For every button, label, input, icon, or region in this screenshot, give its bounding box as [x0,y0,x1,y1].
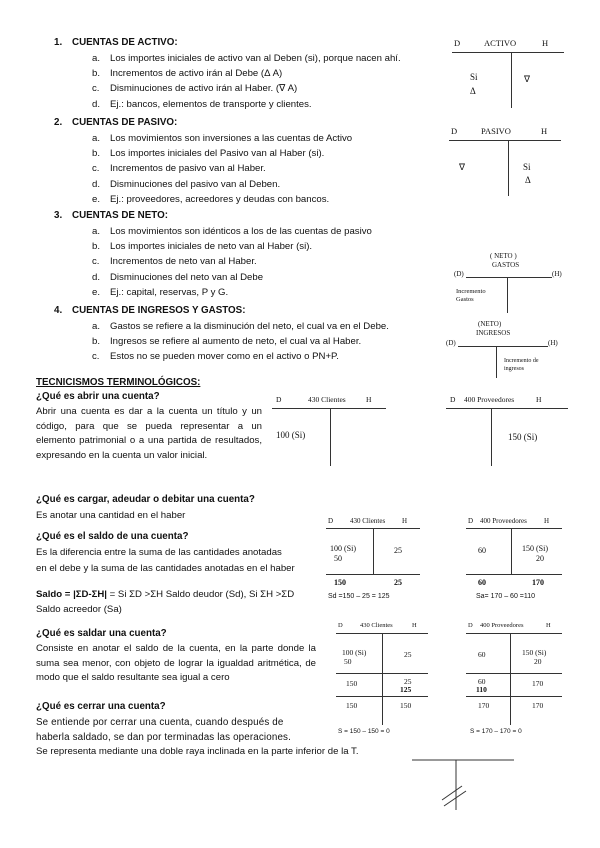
haber-label: H [536,395,542,404]
account-title: 400 Proveedores [464,395,515,404]
saldo-calc: S = 170 – 170 = 0 [470,728,522,735]
activo-t-account [452,38,564,114]
section-number: 1. [54,37,63,48]
saldo-clientes-t-account [326,514,436,610]
si-label: Si [470,72,478,82]
debe-label: D [450,395,456,404]
saldar-proveedores-t-account [466,622,576,740]
saldar-question: ¿Qué es saldar una cuenta? [36,628,167,639]
list-item: Incrementos de pasivo van al Haber. [110,163,266,175]
list-item: Ej.: bancos, elementos de transporte y clientes. [110,98,312,110]
saldo-formula-rest: = Si ΣD >ΣH Saldo deudor (Sd), Si ΣH >ΣD [107,589,295,600]
incremento-label: Incremento de [504,358,539,364]
abrir-proveedores-t-account [446,392,576,468]
list-item-letter: c. [92,256,100,268]
list-item: Los importes iniciales de neto van al Haber (si). [110,241,313,253]
credit-entry: 25 [394,546,402,555]
saldar-answer: Consiste en anotar el saldo de la cuenta, en la parte donde la suma sea menor, con objeto de lograr la igualdad aritmética, de modo que el saldo resultante sea igual a cero [36,643,316,684]
debe-label: D [276,395,282,404]
debit-entry: 100 (Si) [330,544,356,553]
haber-label: H [546,622,551,629]
abrir-question: ¿Qué es abrir una cuenta? [36,391,160,402]
account-title: PASIVO [481,126,511,136]
credit-entry: 20 [534,657,542,666]
saldo-calc: Sa= 170 – 60 =110 [476,593,536,600]
list-item-letter: e. [92,193,101,205]
credit-entry: 150 (Si) [522,544,548,553]
list-item-letter: c. [92,351,100,363]
haber-label: H [542,38,549,48]
list-item: Incrementos de activo irán al Debe (Δ A) [110,68,283,80]
list-item: Los importes iniciales de activo van al Deben (si), porque nacen ahí. [110,53,401,64]
haber-label: (H) [548,339,558,347]
debit-sum: 150 [334,578,346,587]
list-item: Los movimientos son idénticos a los de las cuentas de pasivo [110,226,372,237]
list-item-letter: b. [92,68,101,80]
neto-title: ( NETO ) [490,252,517,260]
list-item: Estos no se pueden mover como en el activo o PN+P. [110,351,339,363]
credit-total: 150 [400,701,412,710]
account-title: 430 Clientes [360,622,393,629]
debit-entry: 60 [478,546,486,555]
section-title: CUENTAS DE PASIVO: [72,117,178,128]
initial-balance: 150 (Si) [508,432,538,442]
section-title: CUENTAS DE NETO: [72,210,168,221]
tecnicismos-heading: TECNICISMOS TERMINOLÓGICOS: [36,377,201,388]
abrir-answer: Abrir una cuenta es dar a la cuenta un título y un código, para que se pueda representar a un elemento patrimonial o a una partida de resultados, expresando en la cuenta un valor inicial. [36,406,262,461]
debit-total: 150 [346,701,358,710]
credit-total: 170 [532,701,544,710]
increment-symbol: Δ [470,86,476,96]
section-number: 2. [54,117,63,128]
list-item: Ingresos se refiere al aumento de neto, el cual va al Haber. [110,336,362,348]
haber-label: (H) [552,270,562,278]
debit-entry: 50 [334,554,342,563]
haber-label: H [412,622,417,629]
credit-sum: 25 [404,677,412,686]
account-title: 400 Proveedores [480,517,527,525]
saldo-entry: 125 [400,685,412,694]
cerrar-answer-line2: haberla saldado, se dan por terminadas las operaciones. [36,732,291,743]
account-title: 400 Proveedores [480,622,524,629]
list-item: Ej.: proveedores, acreedores y deudas con bancos. [110,193,330,205]
saldar-clientes-t-account [336,622,446,740]
credit-entry: 25 [404,650,412,659]
si-label: Si [523,162,531,172]
gastos-title: GASTOS [492,261,520,269]
saldo-calc: Sd =150 – 25 = 125 [328,593,390,600]
debit-sum: 60 [478,677,486,686]
neto-gastos-t-account [454,252,566,316]
debe-label: D [451,126,458,136]
ingresos-title: INGRESOS [476,329,511,337]
gastos-label: Gastos [456,296,474,303]
haber-label: H [544,517,550,525]
list-item-letter: c. [92,163,100,175]
account-title: 430 Clientes [350,517,386,525]
pasivo-t-account [449,126,561,202]
cargar-answer: Es anotar una cantidad en el haber [36,510,186,521]
list-item-letter: d. [92,271,101,283]
credit-sum: 170 [532,578,544,587]
cerrar-answer-line3: Se representa mediante una doble raya inclinada en la parte inferior de la T. [36,746,359,757]
list-item-letter: a. [92,321,101,332]
saldo-question: ¿Qué es el saldo de una cuenta? [36,531,189,542]
debit-total: 170 [478,701,490,710]
list-item: Disminuciones del pasivo van al Deben. [110,178,281,190]
saldo-formula-label: Saldo = [36,589,74,600]
saldo-answer-line1: Es la diferencia entre la suma de las cantidades anotadas [36,547,282,558]
credit-sum: 25 [394,578,402,587]
saldo-entry: 110 [476,685,487,694]
list-item-letter: b. [92,241,101,253]
list-item-letter: b. [92,336,101,348]
closed-t-account-icon [400,756,520,812]
cerrar-question: ¿Qué es cerrar una cuenta? [36,701,166,712]
credit-entry: 20 [536,554,544,563]
cerrar-answer-line1: Se entiende por cerrar una cuenta, cuando después de [36,717,284,728]
debit-entry: 100 (Si) [342,648,367,657]
list-item: Disminuciones de activo irán al Haber. (∇ A) [110,83,298,95]
neto-title: (NETO) [478,320,502,328]
saldo-answer-line2: en el debe y la suma de las cantidades anotadas en el haber [36,563,295,574]
ingresos-label: ingresos [504,366,524,372]
saldo-formula-line2: Saldo acreedor (Sa) [36,604,122,615]
section-number: 4. [54,305,63,316]
cargar-question: ¿Qué es cargar, adeudar o debitar una cuenta? [36,494,255,505]
saldo-formula [36,588,294,601]
decrement-symbol: ∇ [524,74,531,84]
debit-sum: 60 [478,578,486,587]
debit-sum: 150 [346,679,358,688]
list-item-letter: c. [92,83,100,95]
account-title: ACTIVO [484,38,517,48]
section-number: 3. [54,210,63,221]
debe-label: D [468,517,474,525]
saldo-calc: S = 150 – 150 = 0 [338,728,390,735]
list-item: Ej.: capital, reservas, P y G. [110,286,229,298]
debe-label: (D) [446,339,456,347]
debe-label: (D) [454,270,464,278]
initial-balance: 100 (Si) [276,430,306,440]
haber-label: H [541,126,548,136]
list-item-letter: e. [92,286,101,298]
saldo-proveedores-t-account [466,514,576,610]
list-item-letter: d. [92,98,101,110]
credit-sum: 170 [532,679,544,688]
list-item-letter: a. [92,133,101,144]
incremento-label: Incremento [456,288,486,295]
list-item: Incrementos de neto van al Haber. [110,256,257,268]
debe-label: D [338,622,343,629]
credit-entry: 150 (Si) [522,648,547,657]
decrement-symbol: ∇ [459,162,466,172]
abrir-clientes-t-account [272,392,392,468]
debe-label: D [468,622,473,629]
list-item-letter: a. [92,53,101,64]
debe-label: D [328,517,334,525]
saldo-formula-abs: |ΣD-ΣH| [73,589,107,600]
increment-symbol: Δ [525,175,531,185]
section-title: CUENTAS DE INGRESOS Y GASTOS: [72,305,246,316]
list-item-letter: d. [92,178,101,190]
list-item: Los movimientos son inversiones a las cuentas de Activo [110,133,353,144]
list-item-letter: b. [92,148,101,160]
list-item: Los importes iniciales del Pasivo van al Haber (si). [110,148,325,160]
list-item: Gastos se refiere a la disminución del neto, el cual va en el Debe. [110,321,389,332]
debe-label: D [454,38,461,48]
neto-ingresos-t-account [446,320,562,380]
haber-label: H [402,517,408,525]
list-item: Disminuciones del neto van al Debe [110,271,264,283]
haber-label: H [366,395,372,404]
debit-entry: 50 [344,657,352,666]
debit-entry: 60 [478,650,486,659]
list-item-letter: a. [92,226,101,237]
account-title: 430 Clientes [308,395,346,404]
section-title: CUENTAS DE ACTIVO: [72,37,178,48]
